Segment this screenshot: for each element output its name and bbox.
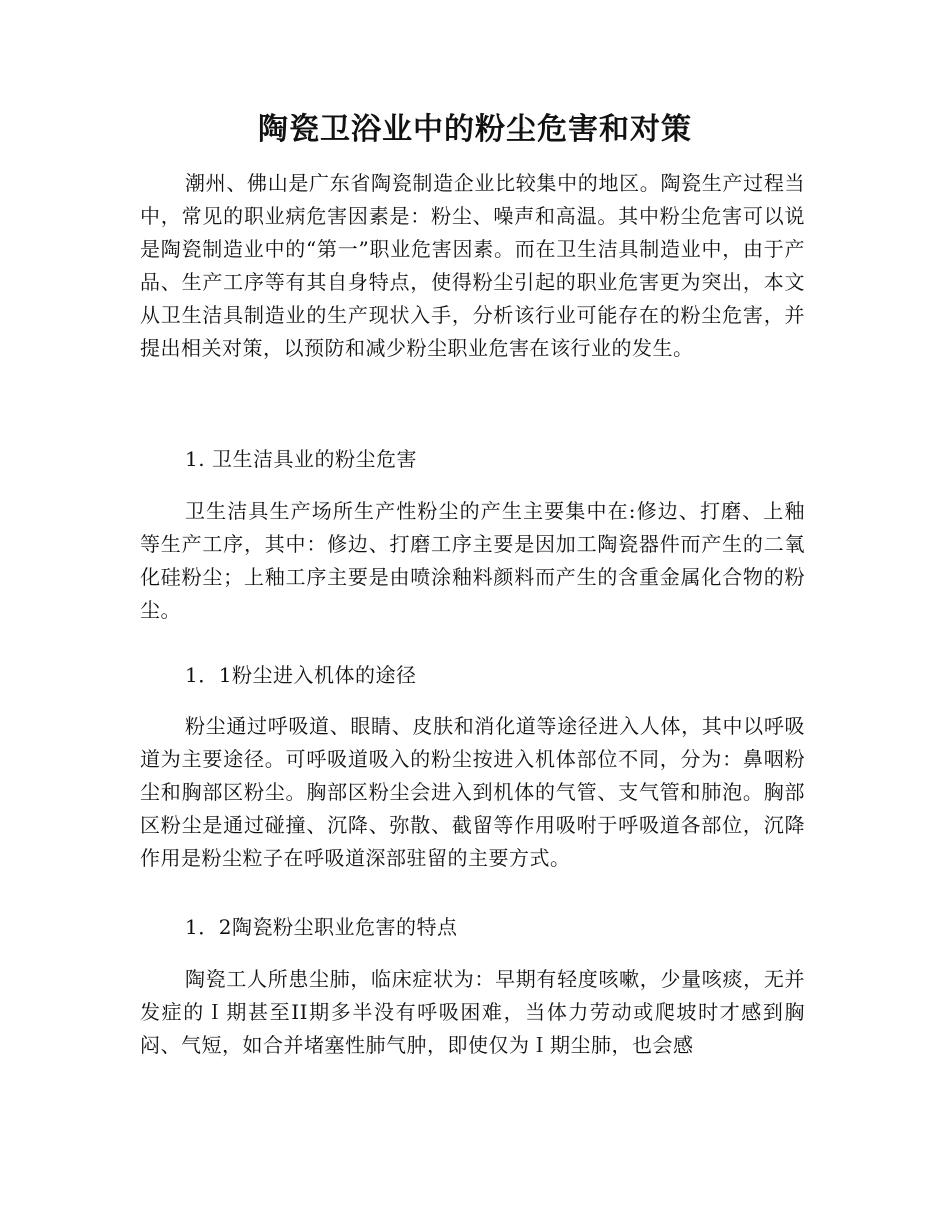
- section-1-paragraph: 卫生洁具生产场所生产性粉尘的产生主要集中在:修边、打磨、上釉等生产工序，其中：修边、打磨工序主要是因加工陶瓷器件而产生的二氧化硅粉尘；上釉工序主要是由喷涂釉料颜料而产生的含重金属化合物的粉尘。: [140, 499, 805, 622]
- intro-paragraph: 潮州、佛山是广东省陶瓷制造企业比较集中的地区。陶瓷生产过程当中，常见的职业病危害因素是：粉尘、噪声和高温。其中粉尘危害可以说是陶瓷制造业中的“第一”职业危害因素。而在卫生洁具制造业中，由于产品、生产工序等有其自身特点，使得粉尘引起的职业危害更为突出，本文从卫生洁具制造业的生产现状入手，分析该行业可能存在的粉尘危害，并提出相关对策，以预防和减少粉尘职业危害在该行业的发生。: [140, 171, 805, 360]
- section-1-1-paragraph: 粉尘通过呼吸道、眼睛、皮肤和消化道等途径进入人体，其中以呼吸道为主要途径。可呼吸道吸入的粉尘按进入机体部位不同，分为：鼻咽粉尘和胸部区粉尘。胸部区粉尘会进入到机体的气管、支气管和肺泡。胸部区粉尘是通过碰撞、沉降、弥散、截留等作用吸咐于呼吸道各部位，沉降作用是粉尘粒子在呼吸道深部驻留的主要方式。: [140, 714, 805, 870]
- section-1-2-paragraph: 陶瓷工人所患尘肺，临床症状为：早期有轻度咳嗽，少量咳痰，无并发症的Ｉ期甚至II期多半没有呼吸困难，当体力劳动或爬坡时才感到胸闷、气短，如合并堵塞性肺气肿，即使仅为Ｉ期尘肺，也会感: [140, 967, 805, 1057]
- section-1-2-heading: 1．2陶瓷粉尘职业危害的特点: [185, 915, 458, 939]
- section-1-heading: 1. 卫生洁具业的粉尘危害: [185, 447, 417, 471]
- document-title: 陶瓷卫浴业中的粉尘危害和对策: [258, 112, 692, 147]
- section-1-1-heading: 1．1粉尘进入机体的途径: [185, 663, 417, 687]
